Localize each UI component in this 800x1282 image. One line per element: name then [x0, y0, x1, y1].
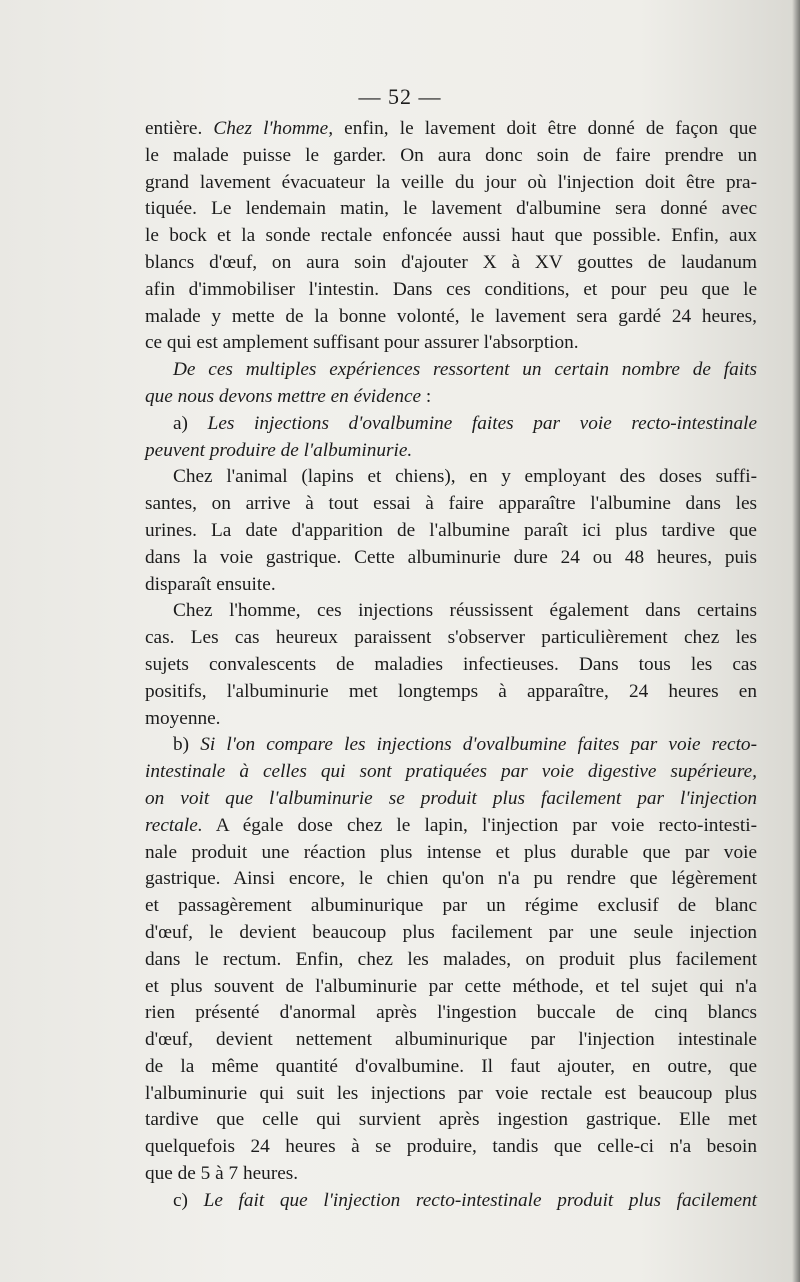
text-run: Chez l'animal (lapins et chiens), en y employant des doses suffi-: [173, 466, 757, 488]
text-run: que de 5 à 7 heures.: [145, 1163, 299, 1185]
text-run: blancs d'œuf, on aura soin d'ajouter X à XV gouttes de laudanum: [145, 251, 757, 273]
text-run: enfin, le lavement doit être donné de façon que: [333, 118, 757, 139]
text-line: [145, 732, 757, 759]
italic-text: De ces multiples expériences ressortent un certain nombre de faits: [173, 359, 757, 381]
text-line: [145, 813, 757, 840]
text-line: [145, 196, 757, 223]
text-line: [145, 679, 757, 706]
text-line: [145, 572, 757, 599]
text-run: tardive que celle qui survient après ingestion gastrique. Elle met: [145, 1109, 757, 1131]
italic-text: que nous devons mettre en évidence: [145, 385, 422, 407]
text-run: de la même quantité d'ovalbumine. Il faut ajouter, en outre, que: [145, 1055, 757, 1077]
text-run: nale produit une réaction plus intense et plus durable que par voie: [145, 841, 757, 863]
italic-text: Chez l'homme,: [213, 118, 334, 139]
text-line: [145, 277, 757, 304]
text-run: Chez l'homme, ces injections réussissent également dans certains: [173, 600, 757, 622]
text-line: [145, 223, 757, 250]
text-line: [145, 759, 757, 786]
text-line: [145, 974, 757, 1001]
text-run: A égale dose chez le lapin, l'injection par voie recto-intesti-: [202, 814, 757, 836]
text-run: entière.: [145, 118, 214, 139]
text-run: d'œuf, le devient beaucoup plus facilement par une seule injection: [145, 921, 757, 943]
text-line: [145, 250, 757, 277]
text-run: ce qui est amplement suffisant pour assurer l'absorption.: [145, 332, 579, 354]
text-line: [145, 1134, 757, 1161]
text-line: [145, 170, 757, 197]
text-line: [145, 1000, 757, 1027]
page-number: — 52 —: [358, 84, 442, 109]
text-run: santes, on arrive à tout essai à faire apparaître l'albumine dans les: [145, 493, 757, 515]
text-run: et passagèrement albuminurique par un régime exclusif de blanc: [145, 895, 757, 917]
text-run: gastrique. Ainsi encore, le chien qu'on n'a pu rendre que légèrement: [145, 868, 757, 890]
text-run: rien présenté d'anormal après l'ingestion buccale de cinq blancs: [145, 1002, 757, 1024]
text-line: [145, 1107, 757, 1134]
italic-text: Le fait que l'injection recto-intestinale produit plus facilement: [203, 1189, 757, 1211]
text-line: [145, 920, 757, 947]
text-run: sujets convalescents de maladies infectieuses. Dans tous les cas: [145, 653, 757, 675]
text-run: cas. Les cas heureux paraissent s'observer particulièrement chez les: [145, 627, 757, 649]
text-run: le malade puisse le garder. On aura donc soin de faire prendre un: [145, 144, 757, 166]
text-line: [145, 1188, 757, 1215]
text-line: [145, 330, 757, 357]
text-line: [145, 893, 757, 920]
text-line: [145, 116, 757, 143]
text-run: b): [173, 734, 201, 756]
italic-text: rectale.: [145, 814, 203, 836]
text-run: disparaît ensuite.: [145, 573, 276, 595]
text-run: tiquée. Le lendemain matin, le lavement d'albumine sera donné avec: [145, 198, 757, 220]
text-line: [145, 1161, 757, 1188]
text-run: d'œuf, devient nettement albuminurique par l'injection intestinale: [145, 1029, 757, 1051]
text-line: [145, 1027, 757, 1054]
text-line: [145, 866, 757, 893]
text-line: [145, 438, 757, 465]
text-run: c): [173, 1189, 204, 1211]
text-run: urines. La date d'apparition de l'albumine paraît ici plus tardive que: [145, 519, 757, 541]
text-run: a): [173, 412, 208, 434]
italic-text: Les injections d'ovalbumine faites par voie recto-intestinale: [207, 412, 757, 434]
italic-text: intestinale à celles qui sont pratiquées par voie digestive supérieure,: [145, 761, 757, 783]
text-line: [145, 304, 757, 331]
text-line: [145, 411, 757, 438]
text-line: [145, 545, 757, 572]
text-run: quelquefois 24 heures à se produire, tandis que celle-ci n'a besoin: [145, 1136, 757, 1158]
text-run: le bock et la sonde rectale enfoncée aussi haut que possible. Enfin, aux: [145, 225, 757, 247]
text-line: [145, 625, 757, 652]
text-line: [145, 947, 757, 974]
body-text: [145, 116, 757, 1215]
text-line: [145, 652, 757, 679]
text-line: [145, 840, 757, 867]
text-line: [145, 491, 757, 518]
text-run: et plus souvent de l'albuminurie par cette méthode, et tel sujet qui n'a: [145, 975, 757, 997]
italic-text: on voit que l'albuminurie se produit plus facilement par l'injection: [145, 787, 757, 809]
text-line: [145, 464, 757, 491]
text-line: [145, 384, 757, 411]
italic-text: peuvent produire de l'albuminurie.: [145, 439, 413, 461]
text-line: [145, 598, 757, 625]
text-run: dans le rectum. Enfin, chez les malades, on produit plus facilement: [145, 948, 757, 970]
italic-text: Si l'on compare les injections d'ovalbumine faites par voie recto-: [200, 734, 757, 756]
text-run: dans la voie gastrique. Cette albuminurie dure 24 ou 48 heures, puis: [145, 546, 757, 568]
text-line: [145, 786, 757, 813]
text-line: [145, 1081, 757, 1108]
text-run: malade y mette de la bonne volonté, le lavement sera gardé 24 heures,: [145, 305, 757, 327]
text-run: moyenne.: [145, 707, 221, 729]
text-run: grand lavement évacuateur la veille du jour où l'injection doit être pra-: [145, 171, 757, 193]
text-run: :: [421, 385, 432, 407]
text-run: positifs, l'albuminurie met longtemps à apparaître, 24 heures en: [145, 680, 757, 702]
text-line: [145, 706, 757, 733]
text-line: [145, 357, 757, 384]
page-edge-shadow: [792, 0, 800, 1282]
text-run: l'albuminurie qui suit les injections par voie rectale est beaucoup plus: [145, 1082, 757, 1104]
text-line: [145, 518, 757, 545]
text-line: [145, 1054, 757, 1081]
text-line: [145, 143, 757, 170]
text-run: afin d'immobiliser l'intestin. Dans ces conditions, et pour peu que le: [145, 278, 757, 300]
